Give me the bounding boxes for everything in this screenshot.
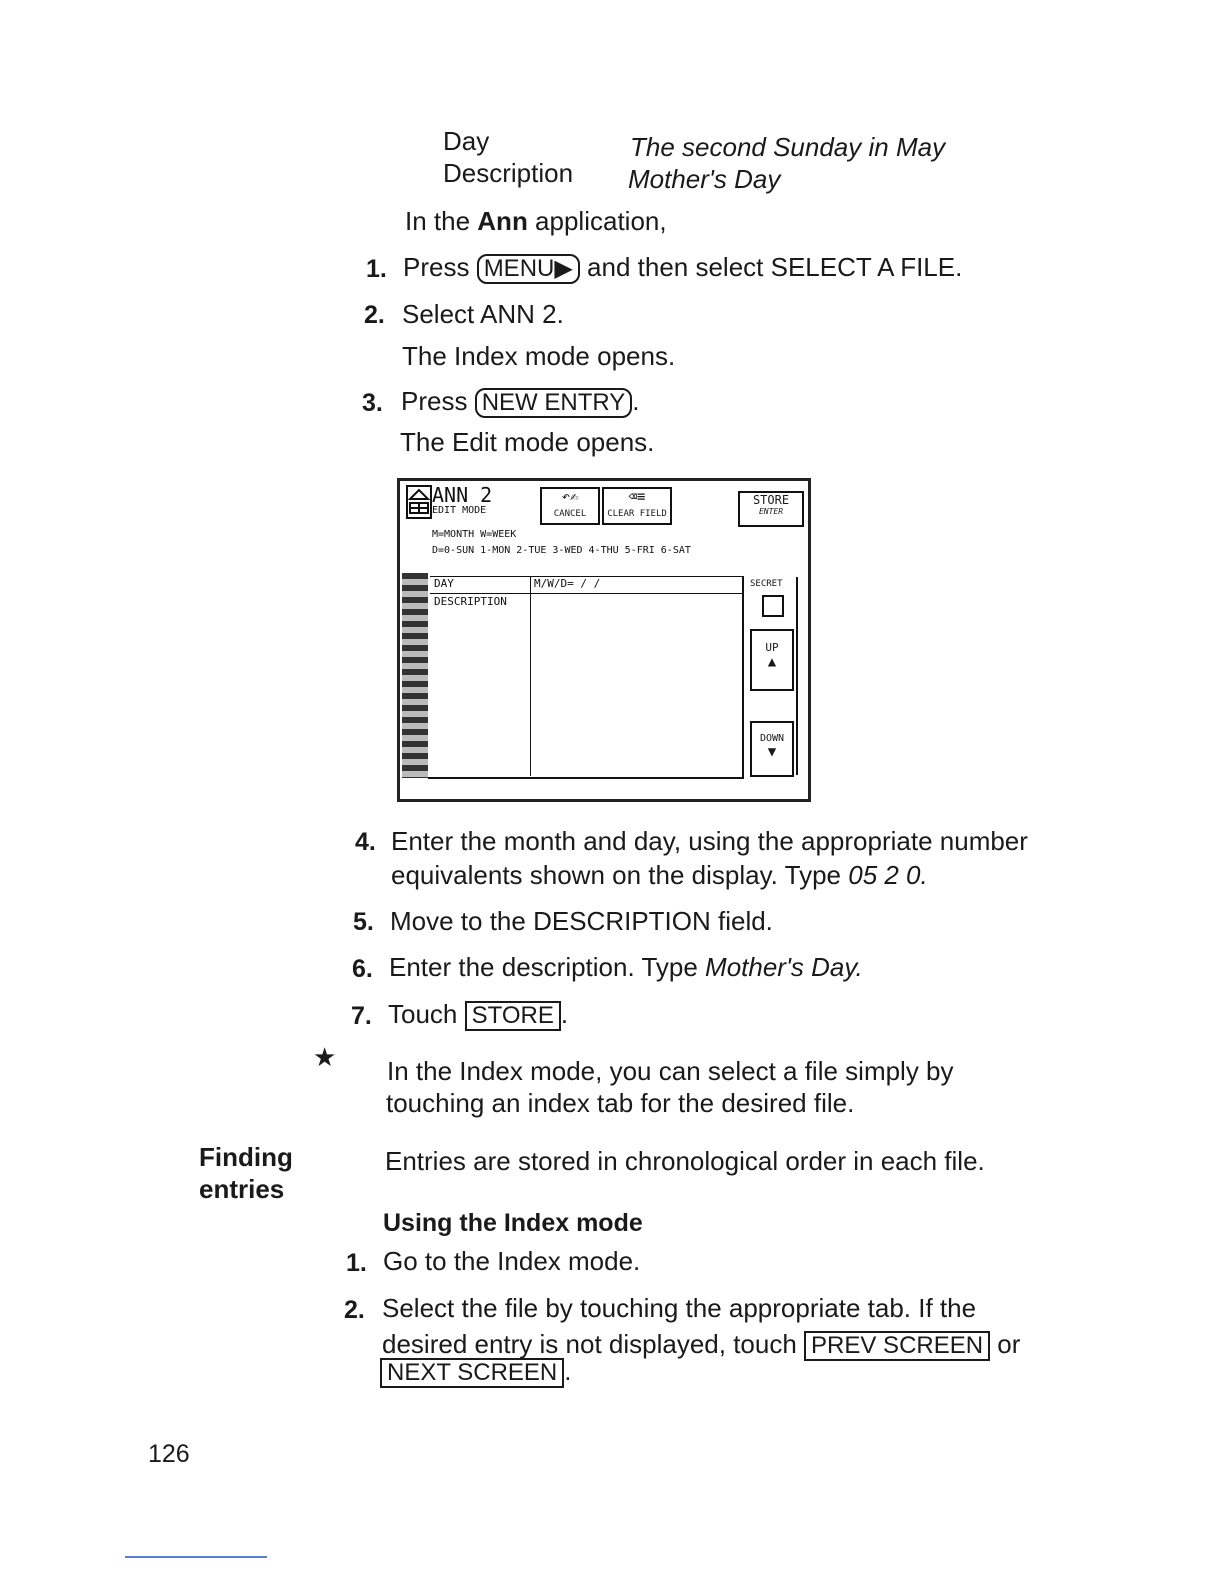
step-7-text — [388, 999, 568, 1031]
field-right-line — [742, 576, 744, 779]
intro-text — [405, 206, 667, 237]
legend-line-2: D=0-SUN 1-MON 2-TUE 3-WED 4-THU 5-FRI 6-SAT — [432, 545, 691, 556]
edit-mode-screen — [397, 478, 811, 802]
field-bottom-line — [428, 777, 744, 779]
step-2-text: Select ANN 2. — [402, 299, 564, 329]
footer-rule — [125, 1556, 267, 1558]
down-label: DOWN — [759, 733, 785, 744]
day-field-label[interactable]: DAY — [434, 577, 454, 590]
step-number: 7. — [351, 1002, 372, 1030]
screen-title: ANN 2 — [432, 483, 493, 507]
secret-checkbox[interactable] — [762, 595, 784, 617]
step-number: 3. — [362, 389, 383, 417]
page-number: 126 — [148, 1440, 190, 1468]
intro-app-name: Ann — [477, 206, 528, 236]
store-sub-label: ENTER — [758, 507, 784, 516]
step-1-post: and then select SELECT A FILE. — [579, 252, 963, 282]
step-3-pre: Press — [401, 386, 475, 416]
index-step-2-line-1: Select the file by touching the appropriate tab. If the — [382, 1293, 977, 1323]
index-step-2-line-3 — [380, 1356, 572, 1388]
step-7-pre: Touch — [388, 999, 465, 1029]
step-number: 6. — [352, 955, 373, 983]
index-step-2-end: . — [564, 1356, 572, 1386]
clear-field-button[interactable] — [602, 487, 672, 525]
index-tabs[interactable] — [402, 573, 428, 778]
example-desc-label: Description — [443, 158, 574, 188]
example-day-label: Day — [443, 126, 490, 156]
step-3-post: . — [632, 386, 640, 416]
store-button[interactable] — [738, 491, 804, 527]
screen-mode: EDIT MODE — [432, 505, 487, 516]
menu-key: MENU▶ — [477, 254, 580, 284]
step-number: 1. — [366, 255, 387, 283]
secret-label: SECRET — [750, 579, 783, 589]
step-number: 1. — [346, 1249, 367, 1277]
store-label: STORE — [752, 493, 790, 507]
up-label: UP — [765, 641, 779, 654]
app-icon — [406, 485, 432, 519]
scroll-track — [796, 577, 798, 775]
step-6-text — [389, 952, 863, 983]
down-arrow-icon: ▼ — [767, 744, 777, 760]
intro-suffix: application, — [527, 206, 667, 236]
example-desc-value: Mother's Day — [628, 164, 781, 194]
section-heading-line-1: Finding — [199, 1142, 293, 1172]
step-number: 2. — [364, 301, 385, 329]
up-arrow-icon: ▲ — [767, 654, 777, 670]
step-number: 2. — [344, 1296, 365, 1324]
index-step-1-text: Go to the Index mode. — [383, 1246, 641, 1276]
index-step-2-pre: desired entry is not displayed, touch — [382, 1329, 805, 1359]
up-button[interactable] — [750, 629, 794, 691]
description-field-label[interactable]: DESCRIPTION — [434, 595, 507, 608]
tip-line-1: In the Index mode, you can select a file simply by — [387, 1056, 954, 1086]
step-4-italic: 05 2 0. — [848, 860, 928, 890]
field-col-line — [530, 576, 531, 776]
step-2-result: The Index mode opens. — [402, 341, 676, 371]
section-subheading: Using the Index mode — [383, 1209, 643, 1237]
step-7-post: . — [560, 999, 569, 1029]
step-1-text — [403, 252, 962, 284]
day-field-value[interactable]: M/W/D= / / — [534, 577, 601, 590]
step-6-italic: Mother's Day. — [705, 952, 863, 982]
legend-line-1: M=MONTH W=WEEK — [432, 529, 517, 540]
step-6-pre: Enter the description. Type — [389, 952, 706, 982]
cancel-label: CANCEL — [553, 509, 587, 519]
clear-field-icon: ⌫≡ — [628, 489, 646, 505]
prev-screen-key: PREV SCREEN — [804, 1331, 990, 1361]
step-4-line-2 — [391, 860, 928, 891]
cancel-icon: ↶✍ — [561, 489, 579, 505]
step-3-result: The Edit mode opens. — [400, 427, 655, 457]
step-4-line-1: Enter the month and day, using the appropriate number — [391, 826, 1028, 856]
step-3-text — [401, 386, 640, 418]
store-key: STORE — [465, 1001, 561, 1031]
field-sep-line — [430, 593, 742, 594]
step-number: 5. — [353, 908, 374, 936]
step-1-pre: Press — [403, 252, 477, 282]
step-4-pre: equivalents shown on the display. Type — [391, 860, 849, 890]
section-heading-line-2: entries — [199, 1174, 285, 1204]
tip-line-2: touching an index tab for the desired file. — [386, 1088, 855, 1118]
clear-field-label: CLEAR FIELD — [607, 509, 667, 519]
step-number: 4. — [355, 828, 376, 856]
down-button[interactable] — [750, 721, 794, 777]
step-5-text: Move to the DESCRIPTION field. — [390, 906, 773, 936]
section-body: Entries are stored in chronological order in each file. — [385, 1146, 985, 1176]
index-step-2-or: or — [990, 1329, 1021, 1359]
new-entry-key: NEW ENTRY — [475, 388, 633, 418]
cancel-button[interactable] — [540, 487, 600, 525]
tip-star-icon: ★ — [313, 1042, 337, 1072]
example-day-value: The second Sunday in May — [630, 132, 946, 162]
intro-prefix: In the — [405, 206, 478, 236]
next-screen-key: NEXT SCREEN — [380, 1358, 564, 1388]
